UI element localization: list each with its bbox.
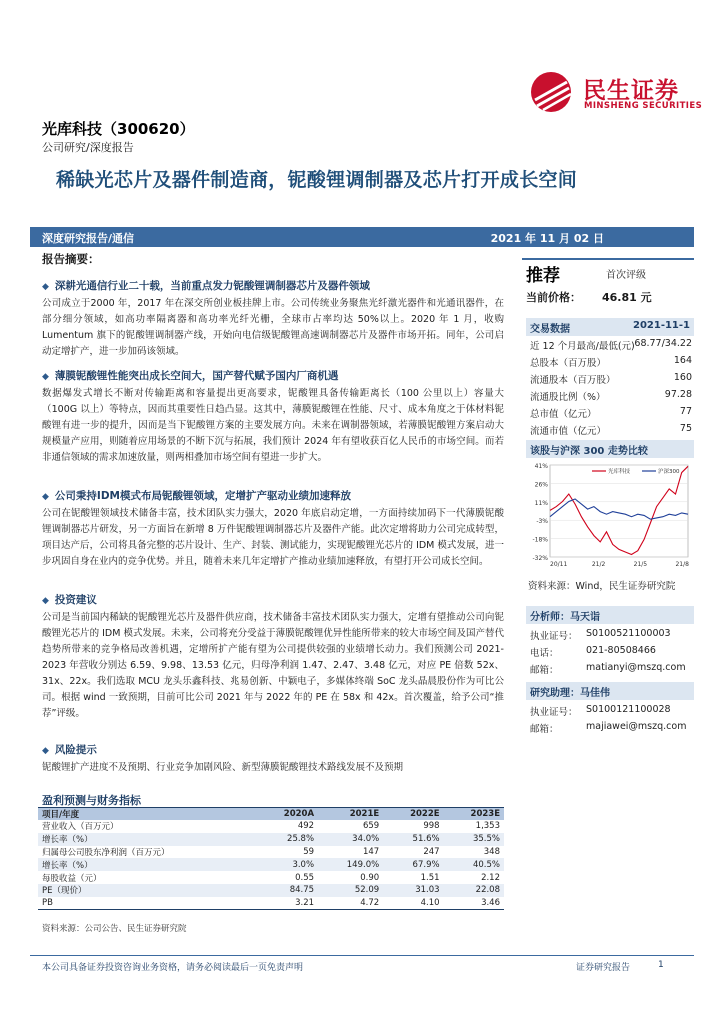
table-cell: 492 [297, 821, 315, 832]
table-row [38, 897, 504, 910]
table-cell: 3.21 [256, 897, 318, 910]
bullet-icon: ◆ [42, 372, 49, 382]
forecast-table [38, 807, 504, 910]
table-cell: 3.46 [444, 897, 504, 910]
section-body: 铌酸锂扩产进度不及预期、行业竞争加剧风险、新型薄膜铌酸锂技术路线发展不及预期 [42, 762, 404, 773]
table-cell: 659 [362, 821, 380, 832]
col-header: 2022E [383, 808, 443, 821]
assistant-header: 研究助理：马佳伟 [526, 682, 694, 700]
rating-sub: 首次评级 [606, 270, 646, 281]
table-cell: 0.90 [360, 872, 380, 883]
x-tick-label: 20/11 [550, 561, 568, 568]
table-cell: 52.09 [318, 884, 383, 897]
report-date: 2021 年 11 月 02 日 [490, 232, 604, 245]
col-header: 2021E [318, 808, 383, 821]
table-row [38, 858, 504, 871]
table-cell: 59 [303, 846, 315, 857]
table-row [38, 871, 504, 884]
x-tick-label: 21/2 [591, 561, 606, 568]
table-cell: 1.51 [420, 872, 440, 883]
table-cell: 1,353 [475, 821, 500, 832]
section-body: 数据爆发式增长不断对传输距离和容量提出更高要求，铌酸锂具备传输距离长（100 公里以上）容量大（100G 以上）等特点，因而其重要性日趋凸显。这其中，薄膜铌酸锂在性能、尺寸、成本角度之于体材料铌酸锂有进一步的提升，因而是当下铌酸锂方案的主要发展方向。未来在调制器领域，若薄膜铌酸锂方案启动大规模量产应用，则随着应用场景的不断下沉与拓展，我们预计 2024 年有望收获百亿人民币的市场空间。而若非通信领域的需求加速放量，则两相叠加市场空间有望进一步扩大。 [42, 388, 504, 463]
report-type: 公司研究/深度报告 [42, 141, 134, 154]
forecast-table-title: 盈利预测与财务指标 [42, 794, 141, 807]
page-number: 1 [658, 960, 664, 970]
company-name: 光库科技（300620） [42, 120, 195, 138]
table-row [38, 833, 504, 846]
table-cell: 归属母公司股东净利润（百万元） [42, 847, 170, 858]
table-source: 资料来源：公司公告、民生证券研究院 [42, 924, 187, 934]
chart-source: 资料来源：Wind，民生证券研究院 [528, 581, 676, 592]
y-tick-label: -18% [532, 536, 548, 544]
report-headline: 稀缺光芯片及器件制造商，铌酸锂调制器及芯片打开成长空间 [56, 169, 578, 191]
table-cell: 4.72 [318, 897, 383, 910]
table-cell: 84.75 [256, 884, 318, 897]
table-row [38, 846, 504, 859]
y-tick-label: 41% [534, 463, 548, 470]
footer-divider [30, 955, 694, 956]
trade-data-header: 交易数据 2021-11-1 [526, 318, 694, 336]
section-heading: ◆ 公司秉持IDM模式布局铌酸锂领域，定增扩产驱动业绩加速释放 [42, 490, 351, 502]
legend-label: 沪深300 [658, 469, 680, 475]
table-cell: 增长率（%） [38, 833, 256, 846]
table-cell: 147 [362, 846, 380, 857]
y-tick-label: 26% [534, 481, 548, 489]
table-cell: 247 [423, 846, 440, 857]
legend-label: 光库科技 [608, 469, 631, 475]
logo-text-cn: 民生证券 [583, 78, 679, 104]
chart-frame [550, 465, 688, 557]
section-body: 公司在铌酸锂领域技术储备丰富，技术团队实力强大，2020 年底启动定增，一方面持续加码下一代薄膜铌酸锂调制器芯片研发，另一方面旨在新增 8 万件铌酸锂调制器芯片及器件产能。此次定增将助力公司完成转型，项目达产后，公司将具备完整的芯片设计、生产、封装、测试能力，实现铌酸锂光芯片的 IDM 模式发展，进一步巩固自身在业内的竞争优势。并且，随着未来几年定增扩产推动业绩加速释放，有望打开公司成长空间。 [42, 508, 504, 567]
y-tick-label: 11% [534, 499, 548, 507]
table-cell: 3.0% [256, 858, 318, 871]
col-header: 2020A [256, 808, 318, 821]
table-cell: 4.10 [383, 897, 443, 910]
table-cell: 51.6% [383, 833, 443, 846]
table-cell: 67.9% [383, 858, 443, 871]
table-cell: 149.0% [318, 858, 383, 871]
table-cell: 998 [423, 821, 440, 832]
x-tick-label: 21/5 [633, 561, 648, 568]
divider [522, 258, 694, 260]
table-cell: 34.0% [318, 833, 383, 846]
price-value: 46.81 元 [602, 291, 652, 304]
price-label: 当前价格： [526, 291, 581, 304]
bullet-icon: ◆ [42, 492, 49, 502]
report-category: 深度研究报告/通信 [42, 232, 135, 245]
section-heading: ◆ 薄膜铌酸锂性能突出成长空间大，国产替代赋予国内厂商机遇 [42, 370, 339, 382]
y-tick-label: -32% [532, 555, 548, 562]
footer-label: 证券研究报告 [576, 963, 631, 973]
logo-text-en: MINSHENG SECURITIES [584, 101, 703, 111]
section-heading: ◆ 深耕光通信行业二十载，当前重点发力铌酸锂调制器芯片及器件领域 [42, 280, 370, 292]
bullet-icon: ◆ [42, 282, 49, 292]
section-heading: ◆ 风险提示 [42, 744, 97, 756]
trade-date: 2021-11-1 [632, 320, 690, 331]
table-cell: 增长率（%） [38, 858, 256, 871]
bullet-icon: ◆ [42, 596, 49, 606]
table-cell: PB [38, 897, 256, 910]
table-row [38, 884, 504, 897]
table-cell: 31.03 [383, 884, 443, 897]
rating-label: 推荐 [526, 266, 560, 286]
section-body: 公司是当前国内稀缺的铌酸锂光芯片及器件供应商，技术储备丰富技术团队实力强大，定增有望推动公司向铌酸锂光芯片的 IDM 模式发展。未来，公司将充分受益于薄膜铌酸锂优异性能所带来的较大市场空间及国产替代趋势所带来的竞争格局改善机遇，定增所扩产能有望为公司提供较强的业绩增长动力。我们预测公司 2021-2023 年营收分别达 6.59、9.98、13.53 亿元，归母净利润 1.47、2.47、3.48 亿元，对应 PE 倍数 52x、31x、22x。我们选取 MCU 龙头乐鑫科技、兆易创新、中颖电子，多媒体终端 SoC 龙头晶晨股份作为可比公司。根据 wind 一致预期，目前可比公司 2021 年与 2022 年的 PE 在 58x 和 42x。首次覆盖，给予公司“推荐”评级。 [42, 612, 504, 719]
table-row [38, 820, 504, 833]
analyst-header: 分析师：马天诣 [526, 606, 694, 624]
table-header-row [38, 808, 504, 821]
table-cell: 2.12 [481, 872, 500, 883]
table-cell: 每股收益（元） [42, 873, 102, 884]
report-category-bar [30, 227, 694, 247]
table-cell: 348 [483, 846, 500, 857]
table-cell: 营业收入（百万元） [42, 822, 119, 833]
col-header: 项目/年度 [38, 808, 256, 821]
abstract-title: 报告摘要： [42, 252, 100, 266]
table-cell: 25.8% [256, 833, 318, 846]
series-line-0 [550, 466, 688, 554]
x-tick-label: 21/8 [675, 561, 689, 568]
chart-title: 该股与沪深 300 走势比较 [526, 440, 694, 458]
section-body: 公司成立于2000 年，2017 年在深交所创业板挂牌上市。公司传统业务聚焦光纤激光器件和光通讯器件，在部分细分领域，如高功率隔离器和高功率光纤光栅，全球市占率均达 50%以上。2020 年 1 月，收购 Lumentum 旗下的铌酸锂调制器产线，开始向电信级铌酸锂高速调制器芯片及器件市场开拓。同年，公司启动定增扩产，进一步加码该领域。 [42, 298, 504, 357]
section-heading: ◆ 投资建议 [42, 594, 97, 606]
disclaimer-link[interactable]: 本公司具备证券投资咨询业务资格，请务必阅读最后一页免责声明 [42, 963, 304, 973]
table-cell: 22.08 [444, 884, 504, 897]
table-cell: 0.55 [295, 872, 315, 883]
price-trend-chart [526, 459, 694, 571]
table-cell: 40.5% [444, 858, 504, 871]
col-header: 2023E [444, 808, 504, 821]
table-cell: PE（现价） [38, 884, 256, 897]
bullet-icon: ◆ [42, 746, 49, 756]
y-tick-label: -3% [536, 518, 548, 526]
table-cell: 35.5% [444, 833, 504, 846]
